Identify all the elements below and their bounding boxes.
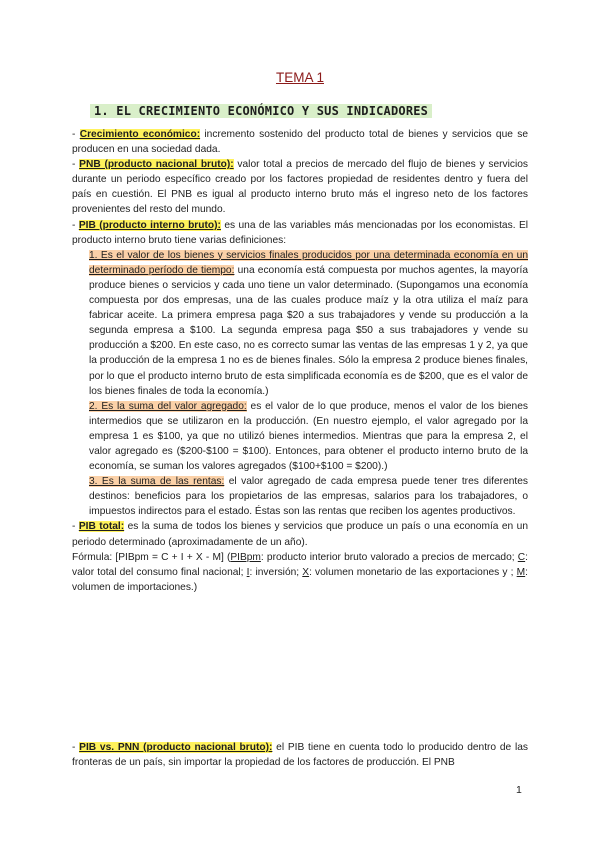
- term-pib: PIB (producto interno bruto):: [78, 219, 221, 231]
- paragraph-pib: - PIB (producto interno bruto): es una de las variables más mencionadas por los economistas. El producto interno bruto tiene varias definiciones:: [72, 219, 528, 246]
- term-pib-vs-pnn: PIB vs. PNN (producto nacional bruto):: [79, 742, 273, 753]
- paragraph-pib-vs-pnn: - PIB vs. PNN (producto nacional bruto): el PIB tiene en cuenta todo lo producido dentro de las fronteras de un país, sin importar la propiedad de los factores de producción. El PNB: [72, 742, 528, 769]
- term-crecimiento: Crecimiento económico:: [79, 129, 201, 140]
- formula-var-x: X: [302, 566, 310, 578]
- page-title-text: TEMA 1: [275, 70, 324, 85]
- document-body: [72, 127, 528, 595]
- formula-var-i: I: [246, 566, 250, 578]
- paragraph-pnb: - PNB (producto nacional bruto): valor total a precios de mercado del flujo de bienes y servicios durante un periodo específico creado por los factores propiedad de residentes dentro y fuera del país en cuestión. El PNB es igual al producto interno bruto más el ingreso neto de los factores provenientes del resto del mundo.: [72, 159, 529, 216]
- paragraph-crecimiento: - Crecimiento económico: incremento sostenido del producto total de bienes y servicios que se producen en una sociedad dada.: [72, 129, 528, 156]
- section-heading: 1. EL CRECIMIENTO ECONÓMICO Y SUS INDICADORES: [90, 104, 432, 118]
- page-title: [0, 70, 600, 85]
- paragraph-pib-total: - PIB total: es la suma de todos los bienes y servicios que produce un país o una economía en un periodo determinado (aproximadamente de un año).: [72, 521, 528, 548]
- document-body-continued: [72, 740, 528, 770]
- paragraph-definition-2: 2. Es la suma del valor agregado: es el valor de lo que produce, menos el valor de los bienes intermedios que se utilizaron en la producción. (En nuestro ejemplo, el valor agregado por la empresa 1 es $100, ya que no utilizó bienes intermedios. Mientras que para la empresa 2, el valor agregado es ($200-$100 = $100). Entonces, para obtener el producto interno bruto de la economía, se suman los valores agregados ($100+$100 = $200).): [89, 400, 528, 473]
- formula-var-m: M: [516, 566, 526, 578]
- page-number: 1: [516, 784, 522, 796]
- paragraph-definition-1: 1. Es el valor de los bienes y servicios finales producidos por una determinada economía en un determinado período de tiempo: una economía está compuesta por muchos agentes, la mayoría produce bienes o servicios y cada uno tiene un valor determinado. (Supongamos una economía compuesta por dos empresas, una de las cuales produce maíz y la otra utiliza el maíz para fabricar aceite. La primera empresa paga $20 a sus trabajadores y vende su producción a la segunda empresa a $100. La segunda empresa paga $50 a sus trabajadores y vende su producción a $200. En este caso, no es correcto sumar las ventas de las empresas 1 y 2, ya que la producción de la empresa 1 no es de bienes finales. Sólo la empresa 2 produce bienes finales, por lo que el producto interno bruto de esta simplificada economía es de $200, que es el valor de los bienes finales de toda la economía.): [89, 249, 528, 397]
- paragraph-definition-3: 3. Es la suma de las rentas: el valor agregado de cada empresa puede tener tres diferentes destinos: beneficios para los propietarios de las empresas, salarios para los trabajadores, o impuestos indirectos para el estado. Éstas son las rentas que reciben los agentes productivos.: [89, 476, 528, 518]
- term-definition-3: 3. Es la suma de las rentas:: [89, 476, 225, 488]
- term-definition-2: 2. Es la suma del valor agregado:: [89, 400, 247, 412]
- paragraph-formula: Fórmula: [PIBpm = C + I + X - M] (PIBpm: producto interior bruto valorado a precios de mercado; C: valor total del consumo final nacional; I: inversión; X: volumen monetario de las exportaciones y ; M: volumen de importaciones.): [72, 551, 528, 593]
- formula-var-pibpm: PIBpm: [230, 551, 261, 563]
- term-pib-total: PIB total:: [78, 521, 125, 533]
- term-pnb: PNB (producto nacional bruto):: [79, 159, 234, 171]
- term-definition-1: 1. Es el valor de los bienes y servicios finales producidos por una determinada economía en un determinado período de tiempo:: [89, 249, 528, 276]
- formula-var-c: C: [517, 551, 526, 563]
